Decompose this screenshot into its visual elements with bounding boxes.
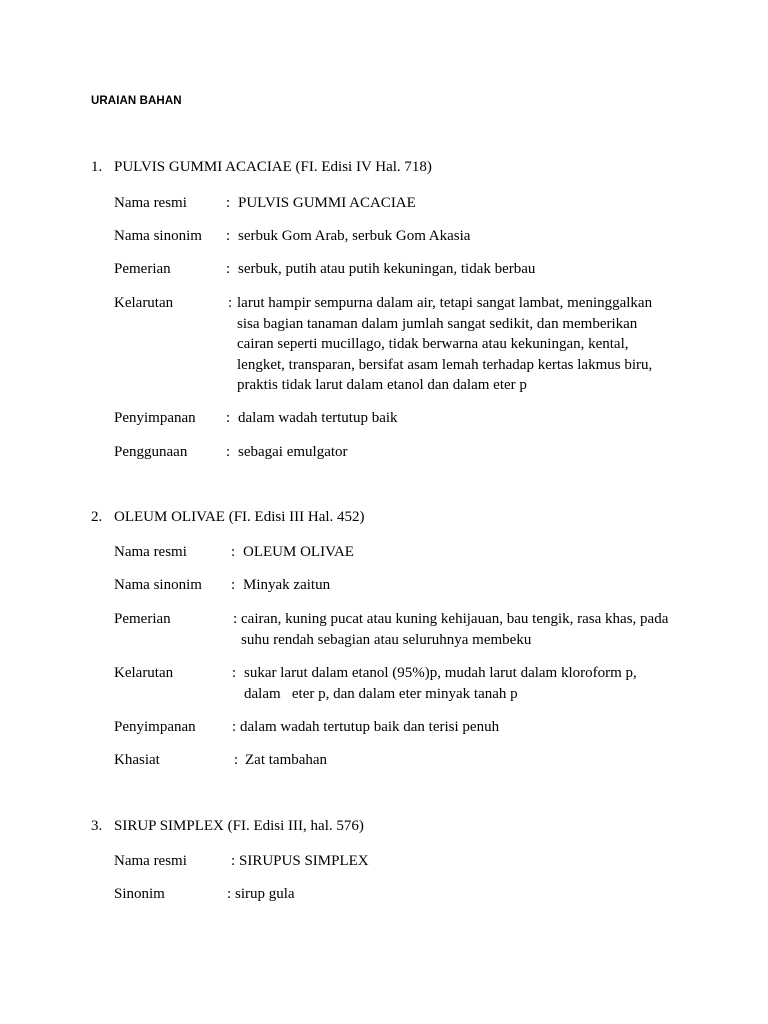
field-colon: :: [226, 444, 231, 460]
field-value: SIRUPUS SIMPLEX: [239, 853, 369, 869]
field-colon: :: [232, 719, 237, 735]
field-colon: :: [226, 410, 231, 426]
field-value: sebagai emulgator: [238, 444, 348, 460]
section-number: 1.: [91, 159, 103, 175]
field-label: Penggunaan: [114, 444, 188, 460]
field-label: Nama resmi: [114, 195, 187, 211]
field-value: sirup gula: [235, 886, 295, 902]
field-colon: :: [227, 886, 232, 902]
section-title: SIRUP SIMPLEX (FI. Edisi III, hal. 576): [114, 818, 364, 834]
field-value: OLEUM OLIVAE: [243, 544, 354, 560]
field-label: Nama sinonim: [114, 577, 202, 593]
field-colon: :: [231, 544, 236, 560]
field-colon: :: [226, 228, 231, 244]
field-value: dalam wadah tertutup baik: [238, 410, 398, 426]
section-heading-3: [91, 818, 364, 835]
field-value: serbuk Gom Arab, serbuk Gom Akasia: [238, 228, 471, 244]
field-label: Nama resmi: [114, 544, 187, 560]
field-colon: :: [232, 665, 237, 681]
field-label: Pemerian: [114, 611, 171, 627]
section-title: OLEUM OLIVAE (FI. Edisi III Hal. 452): [114, 509, 365, 525]
field-label: Penyimpanan: [114, 410, 196, 426]
field-colon: :: [226, 195, 231, 211]
field-colon: :: [228, 295, 233, 311]
field-label: Nama sinonim: [114, 228, 202, 244]
field-label: Pemerian: [114, 261, 171, 277]
field-label: Sinonim: [114, 886, 165, 902]
field-label: Kelarutan: [114, 295, 174, 311]
field-value: PULVIS GUMMI ACACIAE: [238, 195, 416, 211]
field-value: larut hampir sempurna dalam air, tetapi sangat lambat, meninggalkan sisa bagian tanaman dalam jumlah sangat sedikit, dan memberikan cairan seperti mucillago, tidak berwarna atau kekuningan, kental, lengket, transparan, bersifat asam lemah terhadap kertas lakmus biru, praktis tidak larut dalam etanol dan dalam eter p: [237, 295, 653, 393]
section-heading-1: [91, 159, 432, 176]
section-title: PULVIS GUMMI ACACIAE (FI. Edisi IV Hal. 718): [114, 159, 432, 175]
field-value: sukar larut dalam etanol (95%)p, mudah larut dalam kloroform p, dalam eter p, dan dalam eter minyak tanah p: [244, 665, 637, 702]
field-label: Penyimpanan: [114, 719, 196, 735]
field-colon: :: [233, 611, 238, 627]
document-title: URAIAN BAHAN: [91, 95, 182, 107]
section-number: 2.: [91, 509, 103, 525]
field-value: serbuk, putih atau putih kekuningan, tidak berbau: [238, 261, 536, 277]
field-label: Nama resmi: [114, 853, 187, 869]
section-heading-2: [91, 509, 365, 526]
field-colon: :: [231, 577, 236, 593]
field-value: cairan, kuning pucat atau kuning kehijauan, bau tengik, rasa khas, pada suhu rendah sebagian atau seluruhnya membeku: [241, 611, 669, 648]
field-value: Zat tambahan: [245, 752, 328, 768]
field-colon: :: [226, 261, 231, 277]
field-value: Minyak zaitun: [243, 577, 331, 593]
field-value: dalam wadah tertutup baik dan terisi penuh: [240, 719, 500, 735]
field-colon: :: [231, 853, 236, 869]
field-colon: :: [234, 752, 239, 768]
field-label: Kelarutan: [114, 665, 174, 681]
section-number: 3.: [91, 818, 103, 834]
field-label: Khasiat: [114, 752, 160, 768]
